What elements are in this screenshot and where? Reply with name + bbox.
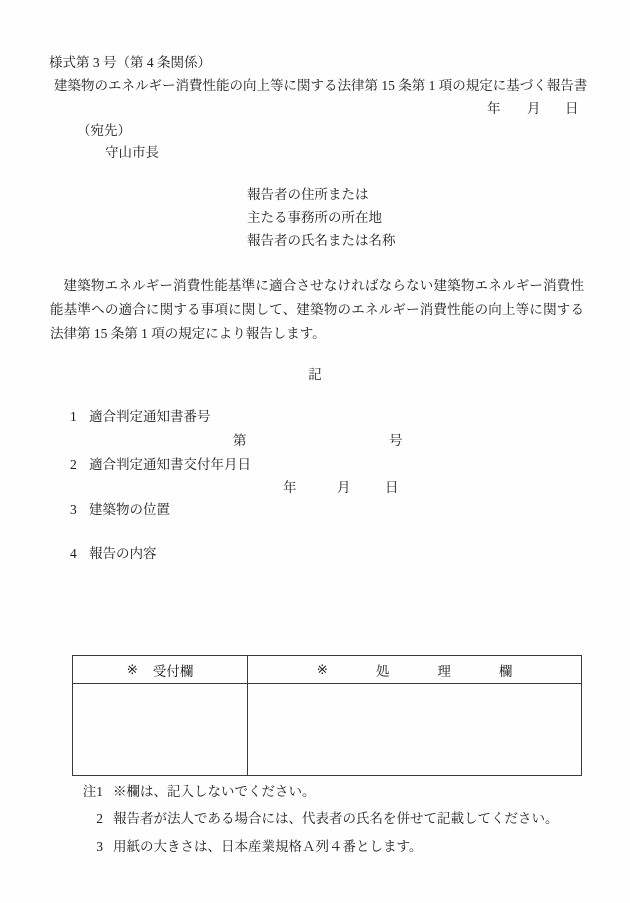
- month-label: 月: [337, 480, 351, 495]
- reference-mark: ※: [126, 661, 138, 677]
- reference-mark: ※: [316, 661, 328, 677]
- year-label: 年: [283, 480, 297, 495]
- reception-column-label: 受付欄: [152, 663, 194, 679]
- item-row-2: [0, 456, 630, 474]
- note-text: 報告者が法人である場合には、代表者の氏名を併せて記載してください。: [113, 811, 559, 826]
- reporter-office-line: 主たる事務所の所在地: [247, 210, 382, 225]
- reception-cell: [73, 684, 247, 775]
- form-number: 様式第 3 号（第 4 条関係）: [49, 55, 211, 70]
- reception-column-header: [73, 656, 247, 684]
- processing-column-header: [248, 656, 581, 684]
- body-paragraph: 建築物エネルギー消費性能基準に適合させなければならない建築物エネルギー消費性能基準への適合に関する事項に関して、建築物のエネルギー消費性能の向上等に関する法律第 15 条第 1 項の規定により報告します。: [50, 278, 584, 341]
- item-row-1: [0, 408, 630, 426]
- item-number: 2: [70, 457, 77, 472]
- issue-date-blank-line: [0, 479, 630, 497]
- item-row-3: [0, 501, 630, 519]
- processing-label-char: 処: [375, 663, 390, 679]
- item-row-4: [0, 545, 630, 563]
- processing-label-char: 理: [437, 663, 451, 679]
- reception-processing-table: [72, 655, 582, 776]
- day-label: 日: [385, 480, 399, 495]
- note-text: 用紙の大きさは、日本産業規格Ａ列４番とします。: [113, 839, 423, 854]
- note-row-3: [0, 838, 630, 856]
- note-number: 注1: [82, 784, 103, 799]
- document-title: 建築物のエネルギー消費性能の向上等に関する法律第 15 条第 1 項の規定に基づく報告書: [54, 78, 588, 93]
- record-marker: 記: [308, 367, 322, 382]
- date-line: [0, 100, 630, 118]
- note-text: ※欄は、記入しないでください。: [113, 784, 316, 799]
- month-label: 月: [527, 101, 541, 116]
- item-label: 報告の内容: [89, 546, 157, 561]
- reception-column: [73, 656, 248, 775]
- item-label: 適合判定通知書番号: [89, 409, 211, 424]
- note-number: 3: [96, 839, 103, 854]
- reporter-name-line: 報告者の氏名または名称: [247, 233, 396, 248]
- note-row-1: [0, 783, 630, 801]
- note-row-2: [0, 810, 630, 828]
- processing-label-char: 欄: [498, 663, 513, 679]
- addressee-name: 守山市長: [105, 145, 159, 160]
- item-number: 1: [70, 409, 77, 424]
- day-label: 日: [565, 101, 579, 116]
- reporter-address-line: 報告者の住所または: [247, 187, 369, 202]
- processing-cell: [248, 684, 581, 775]
- number-prefix-label: 第: [233, 433, 247, 448]
- year-label: 年: [487, 101, 501, 116]
- addressee-label: （宛先）: [77, 123, 131, 138]
- item-label: 建築物の位置: [89, 502, 170, 517]
- processing-column: [248, 656, 581, 775]
- number-suffix-label: 号: [389, 433, 403, 448]
- item-number: 4: [70, 546, 77, 561]
- item-number: 3: [70, 502, 77, 517]
- item-label: 適合判定通知書交付年月日: [89, 457, 251, 472]
- notice-number-blank-line: [0, 432, 630, 450]
- note-number: 2: [96, 811, 103, 826]
